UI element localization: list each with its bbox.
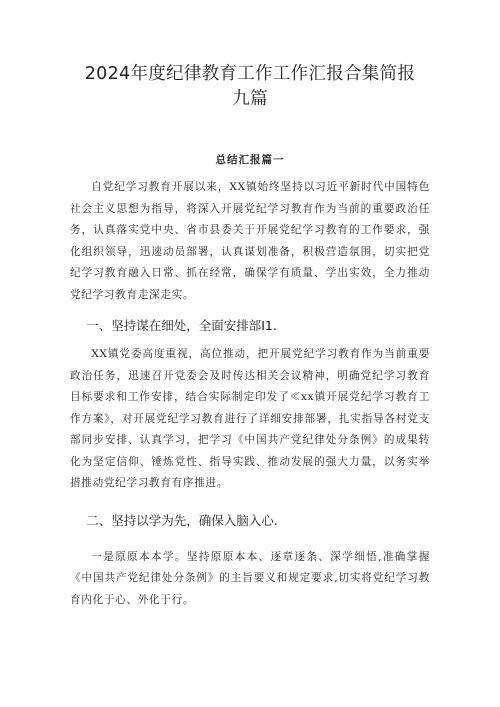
section-paragraph-1: XX镇党委高度重视，高位推动，把开展党纪学习教育作为当前重要政治任务，迅速召开党委会及时传达相关会议精神，明确党纪学习教育目标要求和工作安排，结合实际制定印发了≪xx镇开展党纪学习教育工作方案》，对开展党纪学习教育进行了详细安排部署，扎实指导各村党支部同步安排、认真学习，把学习《中国共产党纪律处分条例》的成果转化为坚定信仰、锤炼党性、指导实践、推动发展的强大力量，以务实举措推动党纪学习教育有序推进。	[70, 348, 430, 489]
document-title: 2024年度纪律教育工作工作汇报合集简报九篇	[84, 64, 416, 109]
section-heading-2: 二、坚持以学为先，确保入脑入心.	[86, 512, 278, 528]
intro-paragraph: 自党纪学习教育开展以来，XX镇始终坚持以习近平新时代中国特色社会主义思想为指导，将深入开展党纪学习教育作为当前的重要政治任务，认真落实党中央、省市县委关于开展党纪学习教育的工作要求，强化组织领导，迅速动员部署，认真谋划准备，积极营造氛围，切实把党纪学习教育融入日常、抓在经常，确保学有质量、学出实效，全力推动党纪学习教育走深走实。	[70, 181, 430, 301]
section-subtitle: 总结汇报篇一	[215, 154, 285, 166]
section-heading-1: 一、坚持谋在细处，全面安排部I1.	[86, 318, 277, 333]
section-paragraph-2: 一是原原本本学。坚持原原本本、逐章逐条、深学细悟,准确掌握《中国共产党纪律处分条例》的主旨要义和规定要求,切实将党纪学习教育内化于心、外化于行。	[70, 550, 430, 606]
